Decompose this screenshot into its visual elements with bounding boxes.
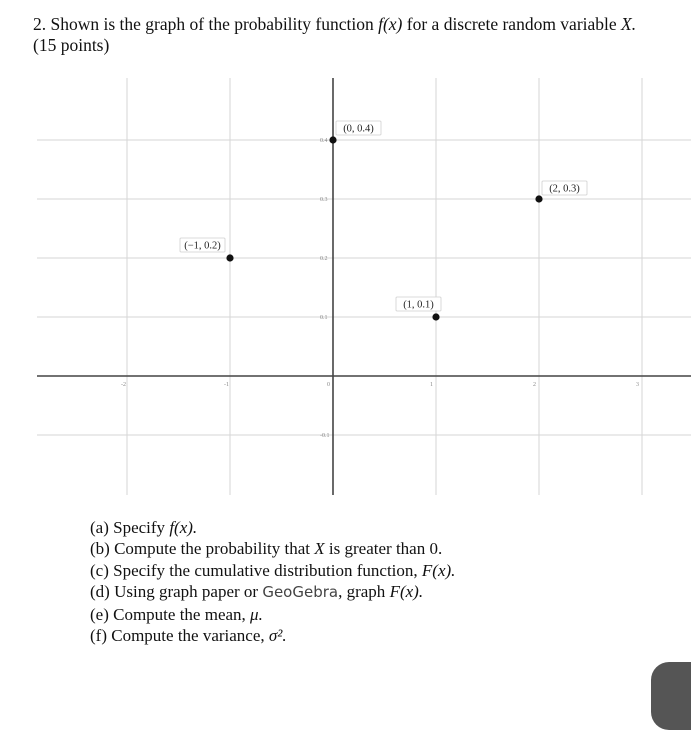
- point-label: (2, 0.3): [549, 183, 580, 195]
- point-label: (0, 0.4): [343, 123, 374, 135]
- data-point: [329, 136, 336, 143]
- y-tick-label: 0.2: [320, 256, 328, 262]
- part-d-text: Using graph paper or: [114, 582, 259, 602]
- part-c-label: (c): [90, 560, 109, 580]
- data-point: [535, 195, 542, 202]
- data-point: [432, 313, 439, 320]
- question-parts: [90, 517, 455, 646]
- part-b-label: (b): [90, 539, 110, 559]
- part-b: [90, 538, 455, 559]
- points-text: (15 points): [33, 35, 110, 55]
- x-tick-label: 2: [533, 382, 536, 388]
- part-c-math: F(x).: [421, 560, 456, 580]
- y-tick-label: -0.1: [320, 433, 330, 439]
- part-a-math: f(x).: [169, 518, 198, 537]
- question-text-before: Shown is the graph of the probability function: [50, 14, 374, 34]
- part-e: [90, 604, 455, 625]
- question-number: 2.: [33, 14, 47, 34]
- y-tick-label: 0.3: [320, 197, 328, 203]
- x-tick-label: 0: [327, 382, 330, 388]
- function-expression: f(x): [378, 14, 403, 34]
- part-d-math: F(x).: [389, 582, 424, 602]
- x-tick-label: 3: [636, 382, 639, 388]
- part-f-label: (f): [90, 626, 107, 646]
- question-text-after: for a discrete random variable: [406, 14, 617, 34]
- x-tick-label: 1: [430, 382, 433, 388]
- data-points: [180, 121, 587, 321]
- part-d-text2: , graph: [338, 582, 386, 602]
- question-header: [33, 14, 673, 56]
- part-e-math: μ.: [250, 604, 263, 624]
- corner-decoration: [651, 662, 691, 730]
- part-d-geogebra: GeoGebra: [262, 583, 339, 602]
- random-variable: X.: [621, 14, 637, 34]
- part-b-text: Compute the probability that: [114, 539, 311, 559]
- part-b-text2: is greater than 0.: [328, 539, 443, 559]
- part-e-text: Compute the mean,: [113, 604, 246, 624]
- y-tick-label: 0.1: [320, 315, 328, 321]
- part-c-text: Specify the cumulative distribution function,: [113, 560, 418, 580]
- probability-graph: [0, 70, 691, 500]
- part-f-math: σ².: [268, 626, 287, 646]
- part-d-label: (d): [90, 582, 110, 602]
- part-f: [90, 625, 455, 646]
- point-label: (−1, 0.2): [184, 240, 221, 252]
- data-point: [226, 254, 233, 261]
- axes: [37, 78, 691, 495]
- part-b-math: X: [314, 539, 325, 559]
- point-label: (1, 0.1): [403, 299, 434, 311]
- part-a: [90, 517, 455, 538]
- grid-lines: [37, 78, 691, 495]
- part-d: [90, 581, 455, 603]
- part-e-label: (e): [90, 604, 109, 624]
- part-a-text: Specify: [113, 518, 166, 537]
- x-tick-label: -1: [224, 382, 229, 388]
- part-f-text: Compute the variance,: [111, 626, 265, 646]
- y-tick-label: 0.4: [320, 138, 328, 144]
- x-tick-label: -2: [121, 382, 126, 388]
- part-c: [90, 560, 455, 581]
- part-a-label: (a): [90, 518, 109, 537]
